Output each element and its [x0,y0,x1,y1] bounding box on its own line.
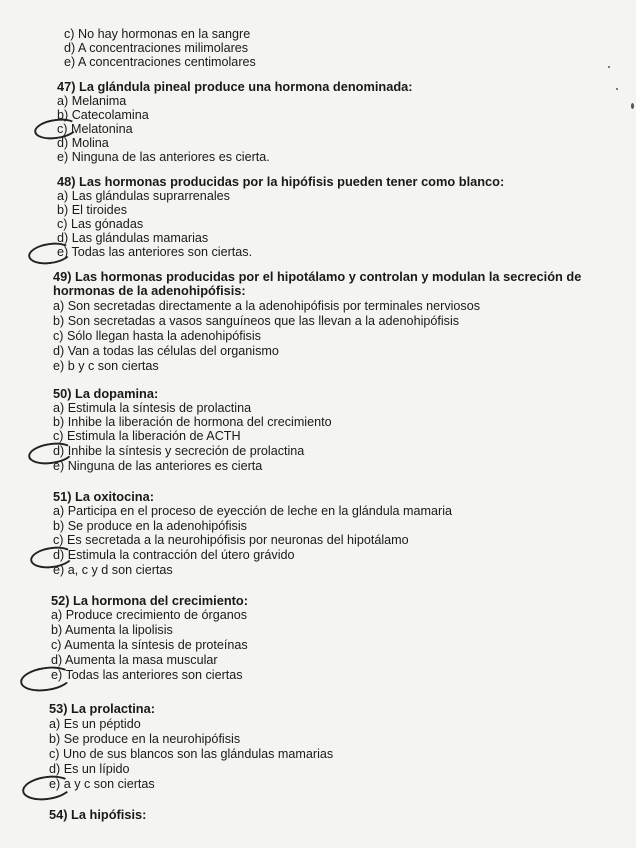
q49-title-line2: hormonas de la adenohipófisis: [53,283,246,298]
scan-speck [608,66,610,68]
q48-option-b: b) El tiroides [57,203,127,217]
q50-option-a: a) Estimula la síntesis de prolactina [53,401,252,415]
q52-option-c: c) Aumenta la síntesis de proteínas [51,638,248,652]
q53-option-a: a) Es un péptido [49,717,141,731]
q49-option-e: e) b y c son ciertas [53,359,159,373]
q51-title: 51) La oxitocina: [53,489,154,504]
q46-option-d: d) A concentraciones milimolares [64,41,249,55]
q52-option-e: e) Todas las anteriores son ciertas [51,668,243,682]
q50-option-d: d) Inhibe la síntesis y secreción de prolactina [53,444,305,458]
answer-circle-mark [27,240,73,267]
q47-option-c: c) Melatonina [57,122,133,136]
q48-option-d: d) Las glándulas mamarias [57,231,209,245]
q47-option-a: a) Melanima [57,94,127,108]
answer-circle-mark [21,773,74,804]
q49-title-line1: 49) Las hormonas producidas por el hipotálamo y controlan y modulan la secreción de [53,269,582,284]
q48-option-e: e) Todas las anteriores son ciertas. [57,245,253,259]
q52-title: 52) La hormona del crecimiento: [51,593,248,608]
q51-option-d: d) Estimula la contracción del útero grávido [53,548,295,562]
q51-option-e: e) a, c y d son ciertas [53,563,173,577]
q48-option-a: a) Las glándulas suprarrenales [57,189,230,203]
q47-option-d: d) Molina [57,136,109,150]
q50-option-b: b) Inhibe la liberación de hormona del crecimiento [53,415,332,429]
answer-circle-mark [19,663,74,694]
q49-option-a: a) Son secretadas directamente a la adenohipófisis por terminales nerviosos [53,299,481,313]
q49-option-b: b) Son secretadas a vasos sanguíneos que las llevan a la adenohipófisis [53,314,460,328]
q50-option-c: c) Estimula la liberación de ACTH [53,429,241,443]
q52-option-b: b) Aumenta la lipolisis [51,623,173,637]
q48-option-c: c) Las gónadas [57,217,144,231]
q53-option-c: c) Uno de sus blancos son las glándulas mamarias [49,747,334,761]
q51-option-a: a) Participa en el proceso de eyección de leche en la glándula mamaria [53,504,453,518]
q46-option-e: e) A concentraciones centimolares [64,55,256,69]
q54-title: 54) La hipófisis: [49,807,147,822]
q48-title: 48) Las hormonas producidas por la hipófisis pueden tener como blanco: [57,174,505,189]
q51-option-b: b) Se produce en la adenohipófisis [53,519,247,533]
q51-option-c: c) Es secretada a la neurohipófisis por neuronas del hipotálamo [53,533,409,547]
q50-title: 50) La dopamina: [53,386,159,401]
q52-option-d: d) Aumenta la masa muscular [51,653,218,667]
q47-option-b: b) Catecolamina [57,108,149,122]
q52-option-a: a) Produce crecimiento de órganos [51,608,248,622]
scan-speck [616,88,618,90]
q49-option-d: d) Van a todas las células del organismo [53,344,279,358]
q49-option-c: c) Sólo llegan hasta la adenohipófisis [53,329,261,343]
q47-option-e: e) Ninguna de las anteriores es cierta. [57,150,270,164]
q47-title: 47) La glándula pineal produce una hormona denominada: [57,79,413,94]
q53-title: 53) La prolactina: [49,701,155,716]
q53-option-b: b) Se produce en la neurohipófisis [49,732,241,746]
scan-speck [631,103,634,109]
q53-option-e: e) a y c son ciertas [49,777,155,791]
q46-option-c: c) No hay hormonas en la sangre [64,27,251,41]
q50-option-e: e) Ninguna de las anteriores es cierta [53,459,263,473]
q53-option-d: d) Es un lípido [49,762,130,776]
